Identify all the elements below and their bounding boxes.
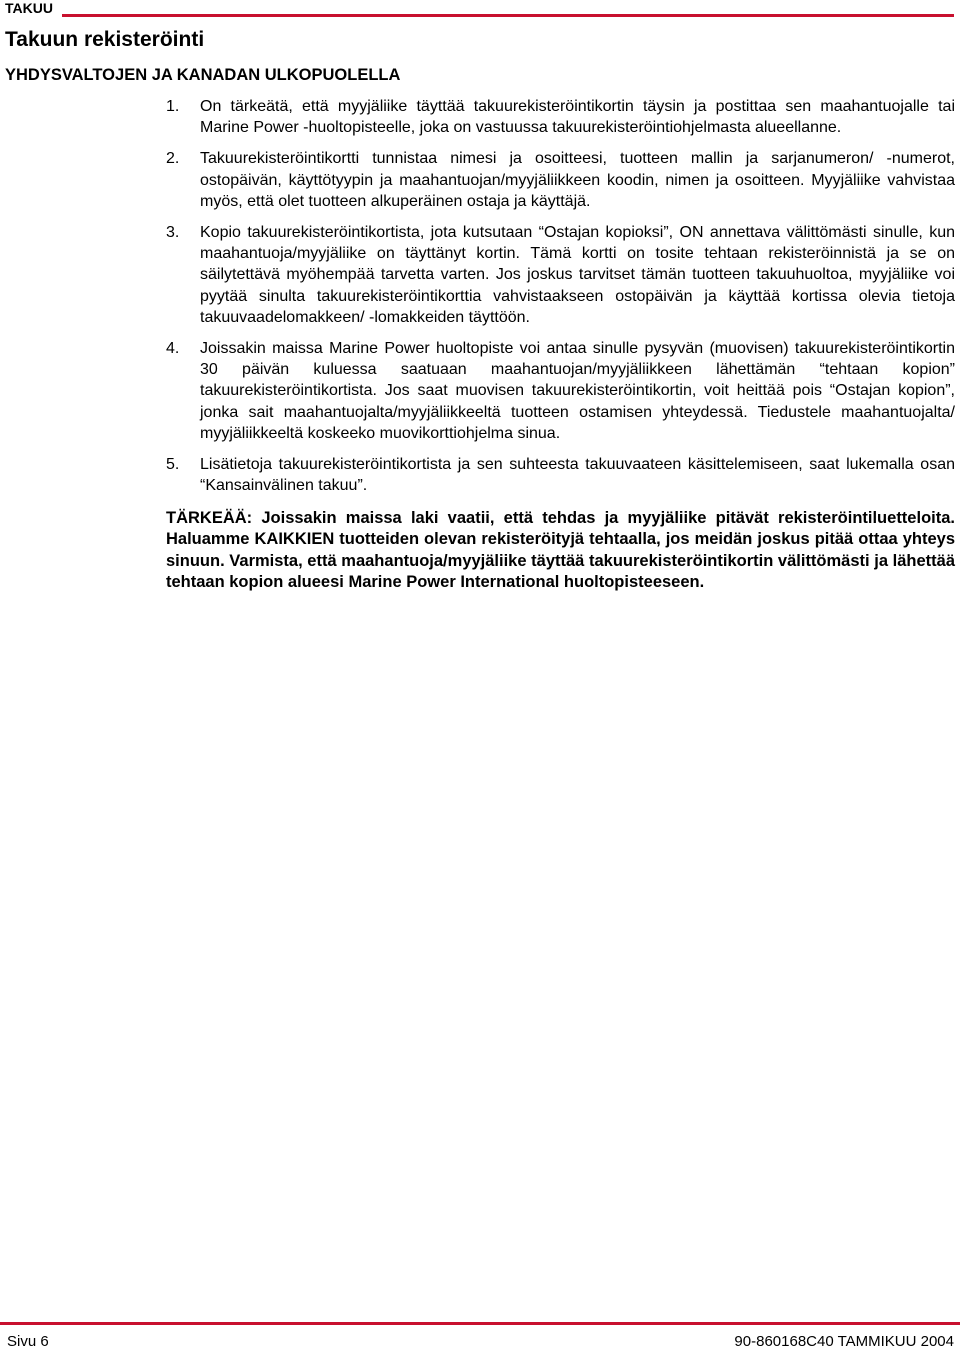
list-item-number: 1. (166, 98, 180, 115)
list-item (166, 148, 955, 212)
list-item-number: 2. (166, 150, 180, 168)
list-item-text: Lisätietoja takuurekisteröintikortista ja sen suhteesta takuuvaateen käsittelemiseen, saat lukemalla osan “Kansainvälinen takuu”. (200, 456, 955, 495)
footer-rule (0, 1322, 960, 1325)
instruction-list (166, 96, 955, 506)
page-title: Takuun rekisteröinti (5, 28, 205, 51)
list-item (166, 338, 955, 444)
list-item (166, 96, 955, 138)
list-item-text: Takuurekisteröintikortti tunnistaa nimesi ja osoitteesi, tuotteen mallin ja sarjanumeron/ -numerot, ostopäivän, käyttötyypin ja maahantuojan/myyjäliikkeen koodin, nimen ja osoitteen. Myyjäliike vahvistaa myös, että olet tuotteen alkuperäinen ostaja ja käyttäjä. (200, 150, 955, 210)
list-item-number: 4. (166, 340, 180, 358)
document-code: 90-860168C40 TAMMIKUU 2004 (734, 1333, 954, 1350)
list-item-number: 3. (166, 224, 180, 242)
list-item-text: Kopio takuurekisteröintikortista, jota kutsutaan “Ostajan kopioksi”, ON annettava välittömästi sinulle, kun maahantuoja/myyjäliike on täyttänyt kortin. Tämä kortti on tosite tehtaan rekisteröinnistä ja se on säilytettävä myöhempää tarvetta varten. Jos joskus tarvitset tämän tuotteen takuuhuoltoa, myyjäliike voi pyytää sinulta takuurekisteröintikorttia vahvistaakseen ostopäivän ja käyttää kortissa olevia tietoja takuuvaadelomakkeen/ -lomakkeiden täyttöön. (200, 224, 955, 326)
section-subtitle: YHDYSVALTOJEN JA KANADAN ULKOPUOLELLA (5, 66, 401, 84)
list-item-text: On tärkeätä, että myyjäliike täyttää takuurekisteröintikortin täysin ja postittaa sen maahantuojalle tai Marine Power -huoltopisteelle, joka on vastuussa takuurekisteröintiohjelmasta alueellanne. (200, 98, 955, 137)
list-item (166, 454, 955, 496)
page-number: Sivu 6 (7, 1333, 49, 1350)
header-rule (62, 14, 954, 17)
list-item-text: Joissakin maissa Marine Power huoltopiste voi antaa sinulle pysyvän (muovisen) takuurekisteröintikortin 30 päivän kuluessa saatuaan maahantuojan/myyjäliikkeen lähettämän “tehtaan kopion” takuurekisteröintikortista. Jos saat muovisen takuurekisteröintikortin, voit heittää pois “Ostajan kopion”, jonka sait maahantuojalta/myyjäliikkeeltä tuotteen ostamisen yhteydessä. Tiedustele maahantuojalta/ myyjäliikkeeltä koskeeko muovikorttiohjelma sinua. (200, 340, 955, 442)
section-label: TAKUU (0, 0, 58, 17)
list-item (166, 222, 955, 328)
list-item-number: 5. (166, 456, 180, 474)
important-notice: TÄRKEÄÄ: Joissakin maissa laki vaatii, että tehdas ja myyjäliike pitävät rekisteröintiluetteloita. Haluamme KAIKKIEN tuotteiden olevan rekisteröityjä tehtaalla, jos meidän joskus pitää ottaa yhteys sinuun. Varmista, että maahantuoja/myyjäliike täyttää takuurekisteröintikortin välittömästi ja lähettää tehtaan kopion alueesi Marine Power International huoltopisteeseen. (166, 509, 955, 592)
